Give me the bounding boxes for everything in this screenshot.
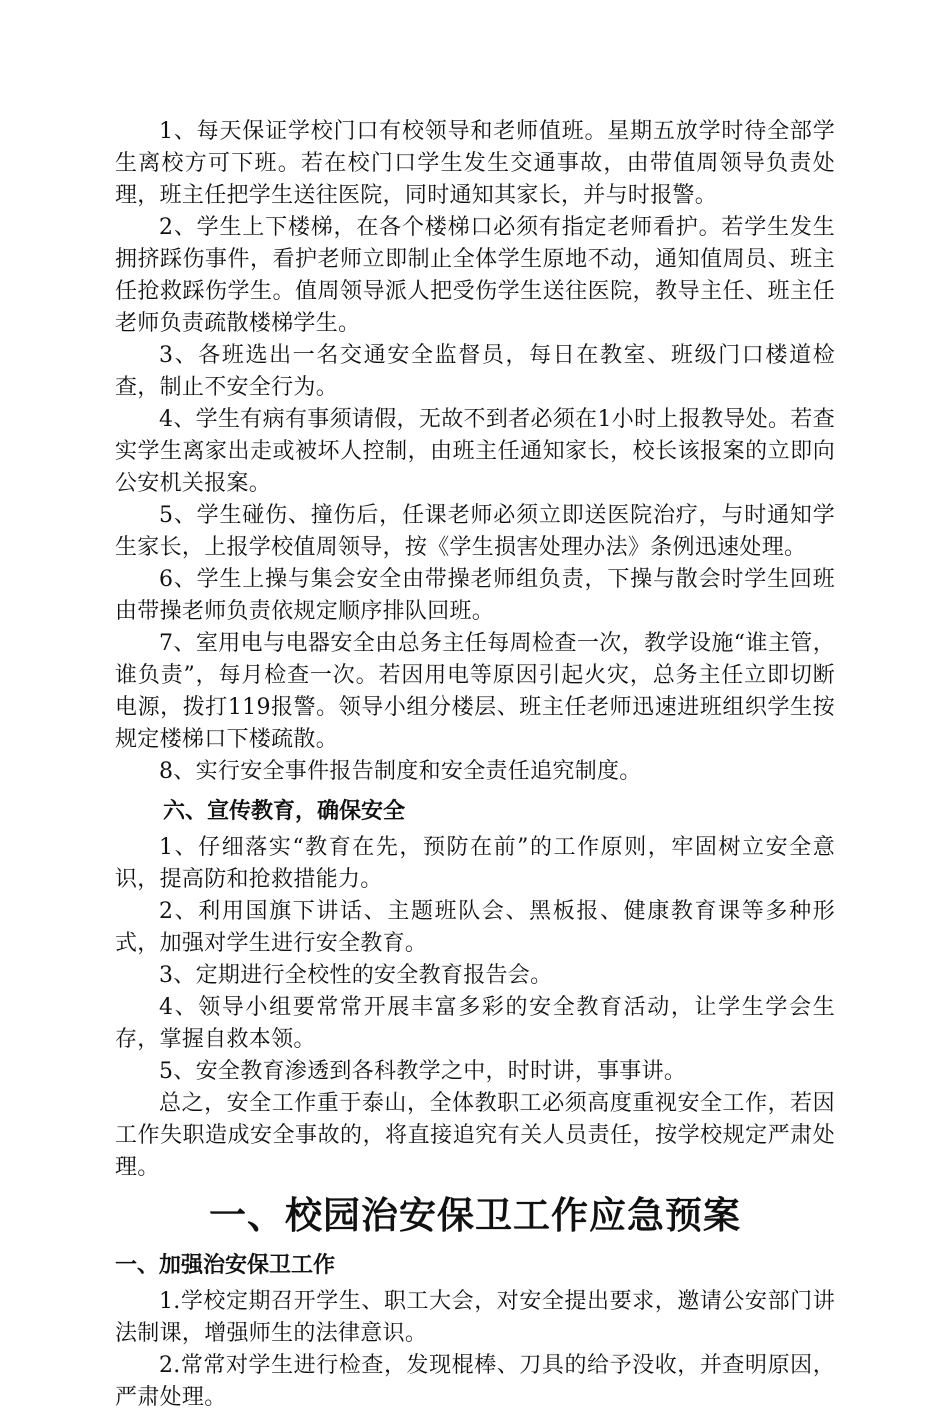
- education-paragraph-4: 4、领导小组要常常开展丰富多彩的安全教育活动，让学生学会生存，掌握自救本领。: [115, 995, 835, 1052]
- measure-paragraph-6: 6、学生上操与集会安全由带操老师组负责，下操与散会时学生回班由带操老师负责依规定顺序排队回班。: [115, 567, 835, 624]
- measure-paragraph-1: 1、每天保证学校门口有校领导和老师值班。星期五放学时待全部学生离校方可下班。若在校门口学生发生交通事故，由带值周领导负责处理，班主任把学生送往医院，同时通知其家长，并与时报警。: [115, 119, 835, 208]
- measure-paragraph-3: 3、各班选出一名交通安全监督员，每日在教室、班级门口楼道检查，制止不安全行为。: [115, 343, 835, 400]
- measure-paragraph-2: 2、学生上下楼梯，在各个楼梯口必须有指定老师看护。若学生发生拥挤踩伤事件，看护老师立即制止全体学生原地不动，通知值周员、班主任抢救踩伤学生。值周领导派人把受伤学生送往医院，教导主任、班主任老师负责疏散楼梯学生。: [115, 215, 835, 336]
- education-paragraph-2: 2、利用国旗下讲话、主题班队会、黑板报、健康教育课等多种形式，加强对学生进行安全教育。: [115, 899, 835, 956]
- section-one-heading: 一、加强治安保卫工作: [115, 1253, 336, 1278]
- section-six-heading: 六、宣传教育，确保安全: [163, 799, 406, 824]
- education-paragraph-3: 3、定期进行全校性的安全教育报告会。: [159, 963, 553, 988]
- security-paragraph-2: 2.常常对学生进行检查，发现棍棒、刀具的给予没收，并查明原因，严肃处理。: [115, 1353, 835, 1410]
- measure-paragraph-7: 7、室用电与电器安全由总务主任每周检查一次，教学设施“谁主管，谁负责”，每月检查一次。若因用电等原因引起火灾，总务主任立即切断电源，拨打119报警。领导小组分楼层、班主任老师迅速进班组织学生按规定楼梯口下楼疏散。: [115, 631, 835, 752]
- publicity-education-list: [115, 832, 835, 1184]
- security-paragraph-1: 1.学校定期召开学生、职工大会，对安全提出要求，邀请公安部门讲法制课，增强师生的法律意识。: [115, 1289, 835, 1346]
- security-work-list: [115, 1286, 835, 1414]
- emergency-measures-list: [115, 116, 835, 788]
- document-body: [115, 116, 835, 1414]
- education-paragraph-1: 1、仔细落实“教育在先，预防在前”的工作原则，牢固树立安全意识，提高防和抢救措能力。: [115, 835, 835, 892]
- main-title: 一、校园治安保卫工作应急预案: [209, 1194, 741, 1237]
- measure-paragraph-4: 4、学生有病有事须请假，无故不到者必须在1小时上报教导处。若查实学生离家出走或被坏人控制，由班主任通知家长，校长该报案的立即向公安机关报案。: [115, 407, 835, 496]
- education-paragraph-5: 5、安全教育渗透到各科教学之中，时时讲，事事讲。: [159, 1059, 687, 1084]
- measure-paragraph-8: 8、实行安全事件报告制度和安全责任追究制度。: [159, 759, 642, 784]
- summary-paragraph: 总之，安全工作重于泰山，全体教职工必须高度重视安全工作，若因工作失职造成安全事故的，将直接追究有关人员责任，按学校规定严肃处理。: [115, 1091, 835, 1180]
- measure-paragraph-5: 5、学生碰伤、撞伤后，任课老师必须立即送医院治疗，与时通知学生家长，上报学校值周领导，按《学生损害处理办法》条例迅速处理。: [115, 503, 835, 560]
